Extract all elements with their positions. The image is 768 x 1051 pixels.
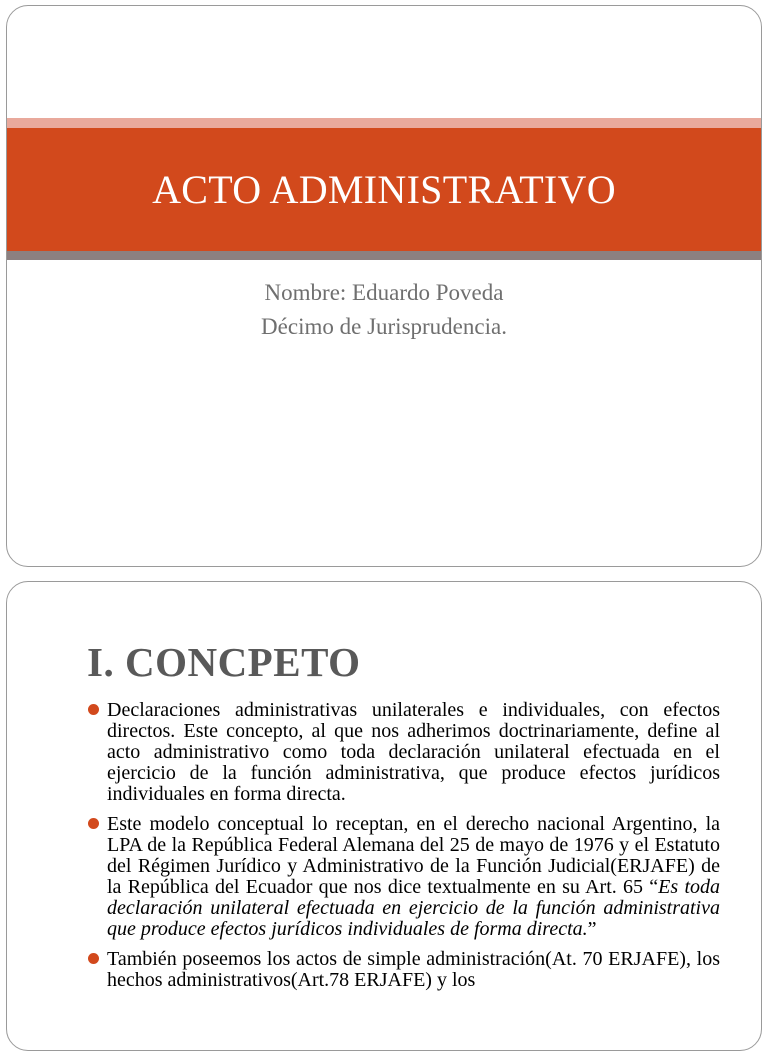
bullet-text: Declaraciones administrativas unilaterales e individuales, con efectos directos. Este concepto, al que nos adherimos doctrinariamente, define al acto administrativo como toda declaración unilateral efectuada en el ejercicio de la función administrativa, que produce efectos jurídicos individuales en forma directa.: [107, 699, 720, 805]
bullet-quote: Es toda declaración unilateral efectuada en ejercicio de la función administrativa que produce efectos jurídicos individuales de forma directa.: [107, 876, 720, 940]
title-band: [7, 128, 761, 251]
bullet-item: [107, 700, 720, 805]
bullet-text: También poseemos los actos de simple administración(At. 70 ERJAFE), los hechos administrativos(Art.78 ERJAFE) y los: [107, 948, 720, 991]
accent-stripe-top: [7, 118, 761, 128]
bullet-quote-close: ”: [587, 918, 597, 940]
bullet-dot-icon: [88, 818, 99, 829]
bullet-dot-icon: [88, 953, 99, 964]
bullet-dot-icon: [88, 704, 99, 715]
slide-title: ACTO ADMINISTRATIVO: [152, 167, 616, 212]
concept-slide: [6, 581, 762, 1051]
course-label: Décimo de Jurisprudencia.: [261, 314, 507, 339]
title-slide: [6, 5, 762, 567]
bullet-item: [107, 949, 720, 991]
divider-stripe: [7, 251, 761, 260]
slide-heading: I. CONCPETO: [87, 639, 361, 685]
bullet-text: Este modelo conceptual lo receptan, en el derecho nacional Argentino, la LPA de la República Federal Alemana del 25 de mayo de 1976 y el Estatuto del Régimen Jurídico y Administrativo de la Función Judicial(ERJAFE) de la República del Ecuador que nos dice textualmente en su Art. 65 “: [107, 813, 720, 898]
author-name: Nombre: Eduardo Poveda: [264, 280, 504, 305]
bullet-item: [107, 814, 720, 940]
bullet-list: [107, 700, 720, 1000]
subtitle-block: [7, 276, 761, 344]
